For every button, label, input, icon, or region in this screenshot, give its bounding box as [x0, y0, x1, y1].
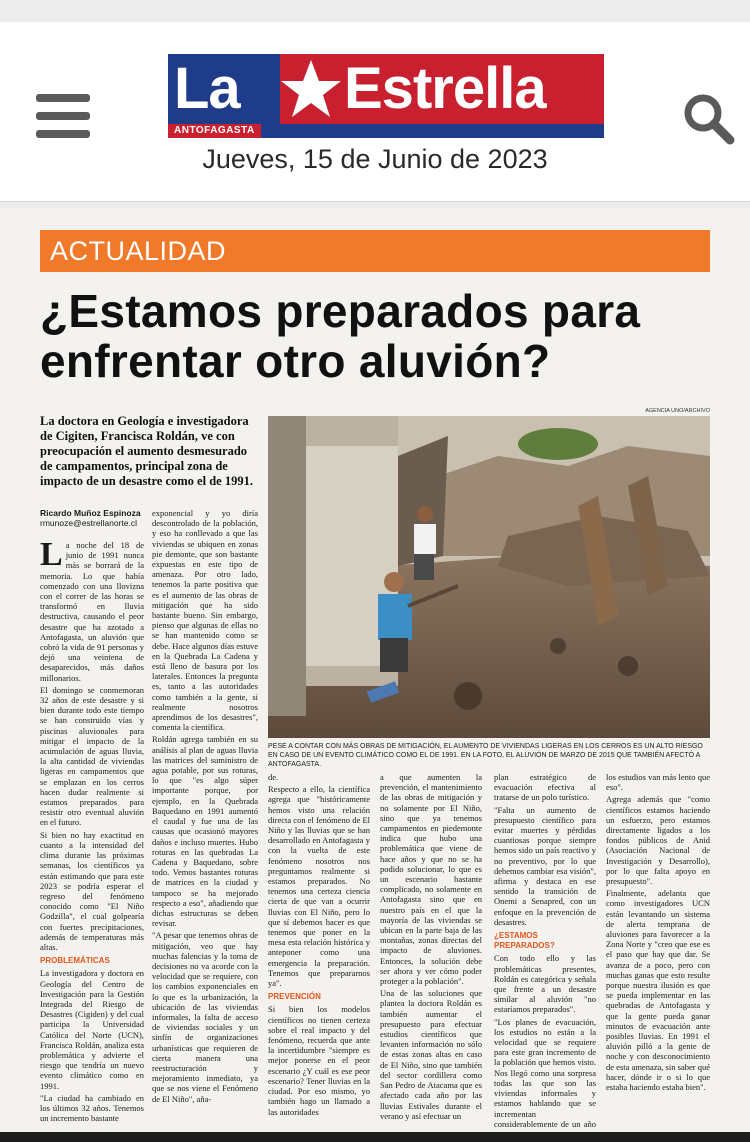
col4-paragraph-1: a que aumenten la prevención, el mantenimiento de las obras de mitigación y no solamente por El Niño, sino que ya tenemos campamentos en piedemonte indica que hubo una problemática que viene de hace años y que no se ha podido solucionar, lo que es un escenario bastante complicado, no solamente en Antofagasta sino que en nuestro país en el que la mayoría de las viviendas se ubican en la parte baja de las montañas, zonas directas del impacto de aluviones. Entonces, la solución debe ser ahora y ver cómo poder proteger a la población".: [380, 772, 482, 987]
newspaper-page: [0, 208, 750, 1132]
col3-paragraph-0: de.: [268, 772, 279, 782]
col4-paragraph-2: Una de las soluciones que plantea la doctora Roldán es también aumentar el presupuesto para efectuar estudios científicos que levanten información no sólo de estas zonas altas en caso de El Niño, sino que también del sector cordillera como San Pedro de Atacama que es afectado cada año por las lluvias Estivales durante el verano y así efectuar un: [380, 988, 482, 1121]
logo-la-text: La: [174, 56, 240, 121]
author-email: rmunoze@estrellanorte.cl: [40, 518, 137, 528]
col6-paragraph-3: Finalmente, adelanta que como investigadores UCN están levantando un sistema de alerta temprana de aluviones para favorecer a la Zona Norte y "creo que ese es el paso que hay que dar. Se avanza de a poco, pero con muchas ganas que esto resulte porque nuestra ilusión es que se pueda implementar en las quebradas de Antofagasta y que la gente pueda ganar minutos de evacuación ante posibles lluvias. En 1991 el aluvión pilló a la gente de noche y con desconocimiento de esta amenaza, sin saber qué hacer, dónde ir o si lo que estaba haciendo estaba bien".: [606, 888, 710, 1093]
col2-paragraph-1: exponencial y yo diría descontrolado de la población, y eso ha conllevado a que las viviendas se ubiquen en zonas pie demonte, que son bastante expuestas en este tipo de amenaza. Por otro lado, tenemos la parte positiva que es el aumento de las obras de mitigación que ha sido bastante bueno. Sin embargo, pienso que algunas de ellas no se han mantenido como se debe. Hace algunos días estuve en la Quebrada La Cadena y está lleno de basura por los laterales. Entonces la pregunta es, tanto a las autoridades como también a la gente, si realmente nosotros aprendimos de los desastres", comenta la científica.: [152, 508, 258, 733]
logo-city: ANTOFAGASTA: [168, 124, 261, 138]
article-column-6: [606, 772, 710, 1128]
article-lead: La doctora en Geología e investigadora de Cigiten, Francisca Roldán, ve con preocupación el aumento desmesurado de campamentos, principal zona de impacto de un desastre como el de 1991.: [40, 414, 253, 488]
section-label: ACTUALIDAD: [50, 236, 227, 266]
logo-estrella-text: Estrella: [344, 56, 546, 121]
col5-paragraph-2: "Falta un aumento de presupuesto científico para evitar muertes y pérdidas cuantiosas porque siempre hemos sido un país reactivo y no preventivo, por lo que debemos cambiar esa visión", afirma y destaca en ese sentido la transición de Onemi a Senapred, con un enfoque en la prevención de desastres.: [494, 804, 596, 927]
photo-caption: PESE A CONTAR CON MÁS OBRAS DE MITIGACIÓN, EL AUMENTO DE VIVIENDAS LIGERAS EN LOS CERROS ES UN ALTO RIESGO EN CASO DE UN EVENTO CLIMÁTICO COMO EL DE 1991. EN LA FOTO, EL ALUVIÓN DE MARZO DE 2015 QUE TAMBIÉN AFECTÓ A ANTOFAGASTA.: [268, 743, 703, 768]
col5-paragraph-3: Con todo ello y las problemáticas presentes, Roldán es categórica y señala que frente a un desastre similar al aluvión "no estaríamos preparados".: [494, 953, 596, 1015]
section-bar: [40, 230, 710, 272]
article-column-3: [268, 772, 370, 1128]
article-column-2: [152, 508, 258, 1128]
col5-paragraph-1: plan estratégico de evacuación efectiva al tratarse de un polo turístico.: [494, 772, 596, 803]
star-icon: [278, 56, 344, 122]
site-header: [0, 22, 750, 202]
hamburger-menu-icon[interactable]: [36, 94, 90, 138]
subheading-estamos-preparados: ¿ESTAMOS PREPARADOS?: [494, 931, 555, 951]
col1-paragraph-3: Si bien no hay exactitud en cuanto a la intensidad del clima durante las próximas semanas, los científicos ya están estimando que para este 2023 se podría esperar el regreso del fenómeno conocido como "El Niño Godzilla", el cual golpearía con fuertes precipitaciones, además de temperaturas más altas.: [40, 829, 144, 952]
author-name: Ricardo Muñoz Espinoza: [40, 508, 141, 518]
col1-paragraph-4: La investigadora y doctora en Geología del Centro de Investigación para la Gestión Integrada del Riesgo de Desastres (Cigiden) y del cual participa la Universidad Católica del Norte (UCN), Francisca Roldán, analiza esta problemática y advierte el riesgo que tendría un nuevo evento climático como en 1991.: [40, 968, 144, 1091]
col2-paragraph-2: Roldán agrega también en su análisis al plan de aguas lluvia las matrices del suministro de agua potable, por sus roturas, lo que "es algo súper importante porque, por ejemplo, en la Quebrada Baquedano en 1991 aumentó el caudal y fue una de las causas que ocasionó mayores daños e incluso muertes. Hubo roturas en las quebradas La Cadena y Baquedano, sobre todo. Vemos bastantes roturas de matrices en la ciudad y tampoco se ha mejorado respecto a eso", añadiendo que dichas estructuras se deben revisar.: [152, 734, 258, 929]
site-logo[interactable]: [168, 54, 604, 138]
subheading-prevencion: PREVENCIÓN: [268, 992, 321, 1002]
bottom-bar: [0, 1132, 750, 1142]
col5-paragraph-4: "Los planes de evacuación, los estudios no están a la velocidad que se requiere para este gran incremento de la población que hemos visto. Nos llegó como una sorpresa todas las que son las viviendas informales y estamos hablando que se incrementan considerablemente de un año: [494, 1016, 596, 1129]
search-icon[interactable]: [680, 90, 736, 146]
col2-paragraph-3: "A pesar que tenemos obras de mitigación, veo que hay muchas falencias y la toma de decisiones no va acorde con la velocidad que se requiere, con los cambios exponenciales en lo que es la urbanización, la ubicación de las viviendas informales, la falta de acceso de viviendas sociales y un sinfín de organizaciones urbanísticas que requieren de cierta manera una reestructuración y mejoramiento inmediato, ya que se nos viene el Fenómeno de El Niño", aña-: [152, 930, 258, 1104]
col3-paragraph-2: Si bien los modelos científicos no tienen certeza sobre el real impacto y del fenómeno, recuerda que ante la incertidumbre "siempre es mejor ponerse en el peor escenario ¿Y cuál es ese peor escenario? Tener lluvias en la ciudad. Por eso mismo, yo también hago un llamado a las autoridades: [268, 1004, 370, 1117]
col1-paragraph-5: "La ciudad ha cambiado en los últimos 32 años. Tenemos un incremento bastante: [40, 1092, 144, 1124]
article-column-1: [40, 536, 144, 1128]
photo-credit: AGENCIA UNO/ARCHIVO: [645, 408, 710, 414]
col6-paragraph-2: Agrega además que "como científicos estamos haciendo un esfuerzo, pero estamos directamente ligados a los fondos públicos de Anid (Asociación Nacional de Investigación y Desarrollo), por lo que falta apoyo en presupuesto".: [606, 794, 710, 887]
dropcap: L: [40, 536, 63, 573]
article-column-4: [380, 772, 482, 1128]
col1-paragraph-1: a noche del 18 de junio de 1991 nunca más se borrará de la memoria. Lo que había comenzado con una llovizna con el correr de las horas se transformó en lluvia destructiva, causando el peor desastre que ha azotado a Antofagasta, un aluvión que cobró la vida de 91 personas y dejó una veintena de desaparecidos, más daños millonarios.: [40, 540, 144, 683]
col3-paragraph-1: Respecto a ello, la científica agrega que "históricamente hemos visto una relación directa con el fenómeno de El Niño y las lluvias que se han desarrollado en Antofagasta y con la vuelta de este fenómeno nosotros nos preguntamos realmente si estamos preparados. No tenemos una certeza ciencia cierta de que van a ocurrir lluvias con El Niño, pero lo que sí debemos hacer es que tenemos que poner en la mesa esta relación histórica y anteponer como una emergencia la preparación. Tenemos que prepararnos ya".: [268, 784, 370, 989]
edition-date: Jueves, 15 de Junio de 2023: [202, 144, 548, 174]
col1-paragraph-2: El domingo se conmemoran 32 años de este desastre y si bien durante todo este tiempo se han construido vías y piscinas aluvionales para mitigar el impacto de la acumulación de aguas lluvia, la alta cantidad de viviendas ligeras en campamentos que se emplazan en los cerros hacen dudar realmente si estamos preparados para resistir otro eventual aluvión en el futuro.: [40, 684, 144, 828]
article-headline: ¿Estamos preparados para enfrentar otro aluvión?: [40, 285, 641, 387]
article-photo: [268, 416, 710, 738]
col6-paragraph-1: los estudios van más lento que eso".: [606, 772, 710, 793]
article-column-5: [494, 772, 596, 1128]
subheading-problematicas: PROBLEMÁTICAS: [40, 956, 110, 966]
